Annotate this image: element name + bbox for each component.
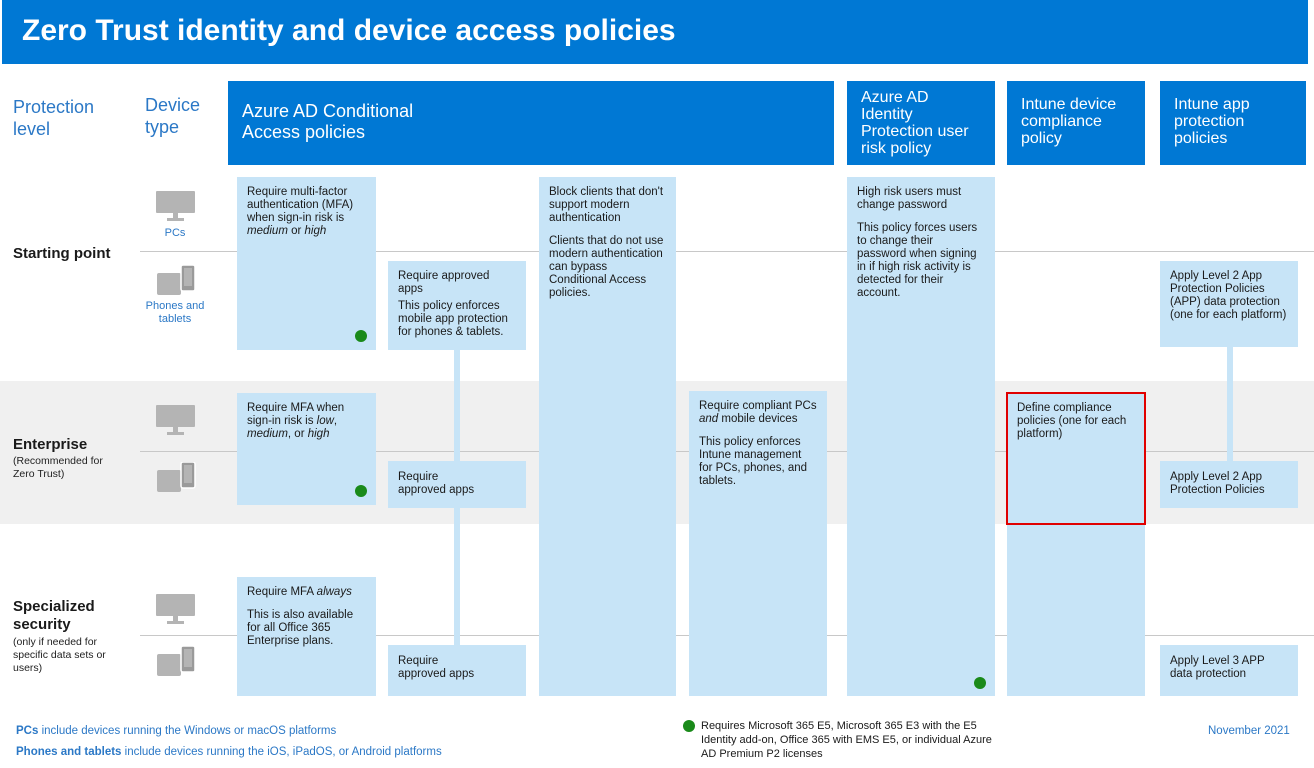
header-device-compliance: Intune device compliance policy xyxy=(1007,81,1145,165)
footer-phones-note: Phones and tablets include devices running the iOS, iPadOS, or Android platforms xyxy=(16,746,442,758)
level-enterprise: Enterprise xyxy=(13,436,88,453)
policy-mfa-medium-high: Require multi-factor authentication (MFA) when sign-in risk is medium or high xyxy=(237,177,376,350)
policy-approved-apps-start: Require approved apps This policy enforces mobile app protection for phones & tablets. xyxy=(388,261,526,350)
policy-mfa-always: Require MFA always This is also available for all Office 365 Enterprise plans. xyxy=(237,577,376,696)
header-identity-protection: Azure AD Identity Protection user risk policy xyxy=(847,81,995,165)
policy-approved-apps-specialized: Require approved apps xyxy=(388,645,526,696)
page-title: Zero Trust identity and device access policies xyxy=(22,14,676,47)
phone-tablet-icon xyxy=(157,646,197,680)
pc-monitor-icon xyxy=(156,191,196,223)
policy-mfa-low-medium-high: Require MFA when sign-in risk is low, medium, or high xyxy=(237,393,376,505)
policy-high-risk-users: High risk users must change password This policy forces users to change their password when signing in if high risk activity is detected for their account. xyxy=(847,177,995,696)
license-dot-icon xyxy=(683,720,695,732)
license-dot-icon xyxy=(355,330,367,342)
footer-pcs-note: PCs include devices running the Windows or macOS platforms xyxy=(16,725,337,737)
header-conditional-access: Azure AD Conditional Access policies xyxy=(228,81,834,165)
footer-date: November 2021 xyxy=(1208,725,1290,737)
level-specialized-security: Specialized security xyxy=(13,598,95,633)
license-dot-icon xyxy=(974,677,986,689)
policy-app-level3: Apply Level 3 APP data protection xyxy=(1160,645,1298,696)
pcs-label: PCs xyxy=(164,227,186,239)
policy-app-level2-enterprise: Apply Level 2 App Protection Policies xyxy=(1160,461,1298,508)
policy-block-legacy-clients: Block clients that don't support modern authentication Clients that do not use modern authentication can bypass Conditional Access policies. xyxy=(539,177,676,696)
app-protection-connector xyxy=(1227,347,1233,462)
phones-tablets-label: Phones and tablets xyxy=(145,300,205,325)
protection-level-header: Protection level xyxy=(13,97,95,139)
phone-tablet-icon xyxy=(157,265,197,299)
level-starting-point: Starting point xyxy=(13,245,111,262)
pc-monitor-icon xyxy=(156,594,196,626)
highlight-box xyxy=(1006,392,1146,525)
policy-app-level2-start: Apply Level 2 App Protection Policies (APP) data protection (one for each platform) xyxy=(1160,261,1298,347)
level-enterprise-note: (Recommended for Zero Trust) xyxy=(13,455,103,480)
license-dot-icon xyxy=(355,485,367,497)
policy-compliant-devices: Require compliant PCs and mobile devices This policy enforces Intune management for PCs, phones, and tablets. xyxy=(689,391,827,696)
device-type-header: Device type xyxy=(145,95,201,137)
policy-define-compliance: Define compliance policies (one for each platform) xyxy=(1007,393,1145,696)
policy-approved-apps-enterprise: Require approved apps xyxy=(388,461,526,508)
header-app-protection: Intune app protection policies xyxy=(1160,81,1306,165)
phone-tablet-icon xyxy=(157,462,197,496)
level-specialized-note: (only if needed for specific data sets or users) xyxy=(13,636,106,674)
pc-monitor-icon xyxy=(156,405,196,437)
license-legend: Requires Microsoft 365 E5, Microsoft 365 E3 with the E5 Identity add-on, Office 365 with EMS E5, or individual Azure AD Premium P2 licenses xyxy=(701,720,992,760)
